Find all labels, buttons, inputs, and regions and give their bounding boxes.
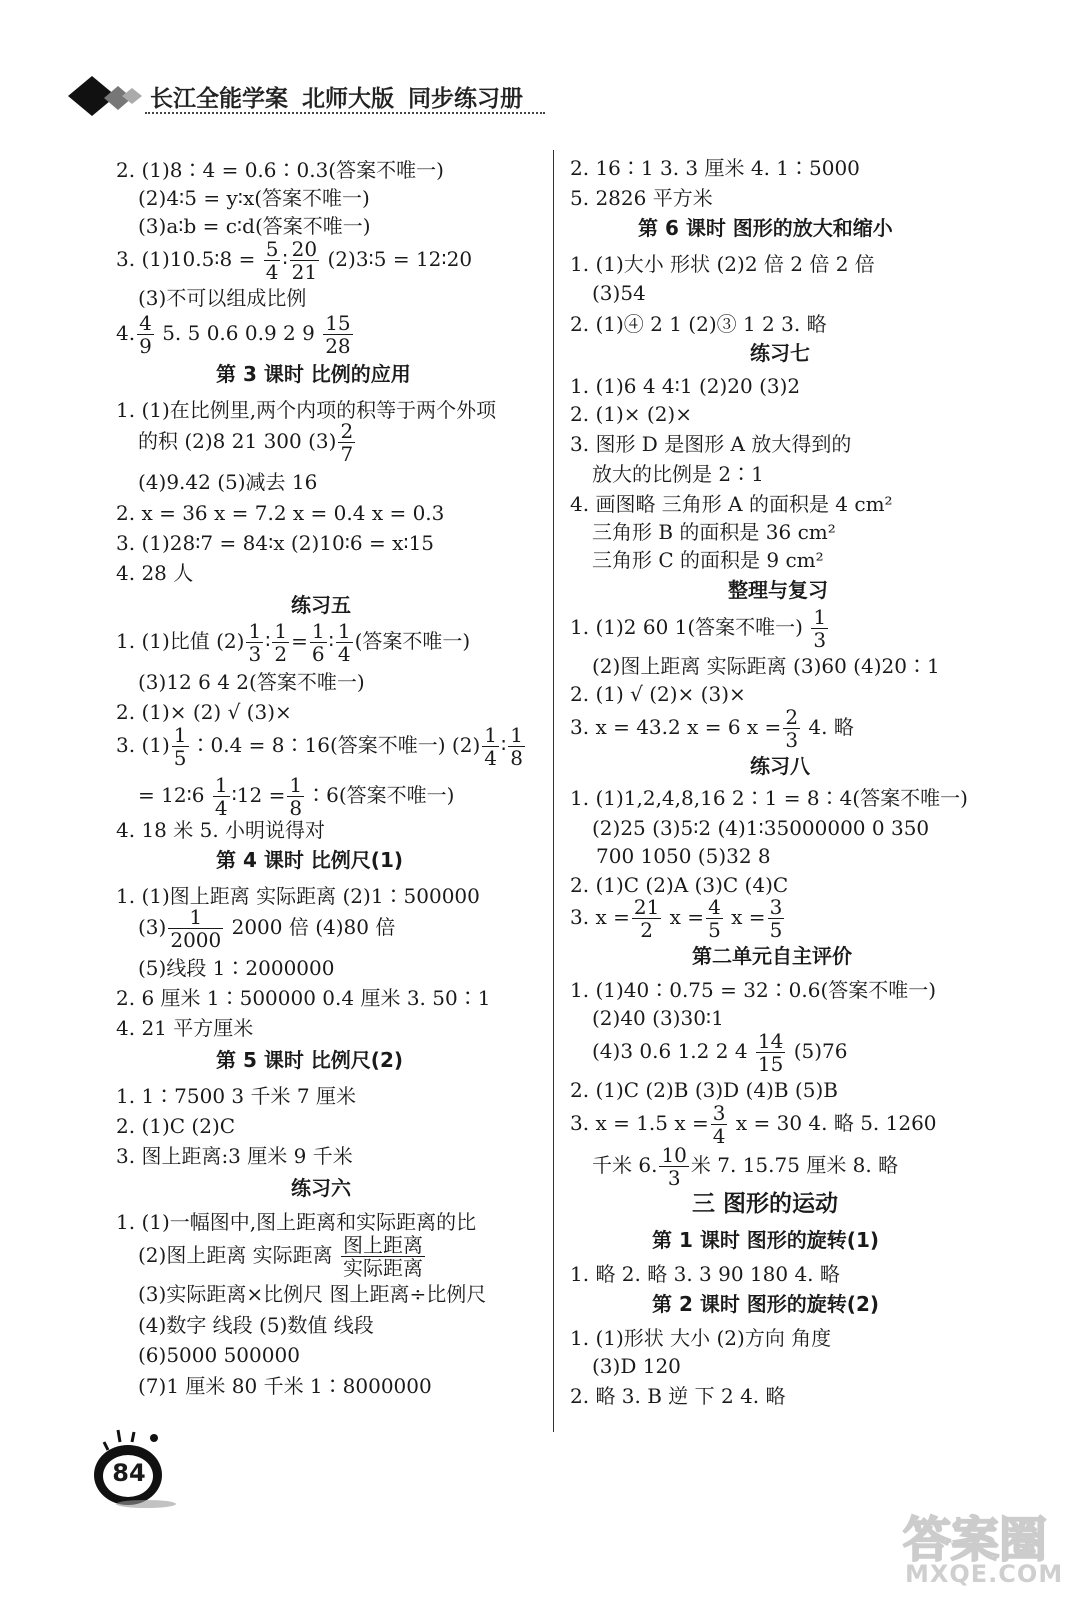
fraction xyxy=(264,238,281,283)
text: (2)3∶5 = 12∶20 xyxy=(327,247,473,271)
text: ∶ xyxy=(282,247,288,271)
answer-line: 1. (1)6 4 4∶1 (2)20 (3)2 xyxy=(570,374,801,398)
text: x = xyxy=(663,905,705,929)
fraction xyxy=(323,312,352,357)
numerator: 图上距离 xyxy=(343,1233,424,1257)
answer-line: 1. (1)形状 大小 (2)方向 角度 xyxy=(570,1326,832,1350)
answer-line: (7)1 厘米 80 千米 1∶8000000 xyxy=(138,1374,432,1398)
text: 2000 倍 (4)80 倍 xyxy=(225,915,396,939)
denominator: 8 xyxy=(510,746,523,770)
text: x = 30 4. 略 5. 1260 xyxy=(729,1111,937,1135)
fraction xyxy=(272,620,289,665)
answer-line: 1. (1)一幅图中,图上距离和实际距离的比 xyxy=(116,1210,477,1234)
answer-line: (4)数字 线段 (5)数值 线段 xyxy=(138,1313,374,1337)
answer-line: (2)25 (3)5∶2 (4)1∶35000000 0 350 xyxy=(592,816,930,840)
text: 的积 (2)8 21 300 (3) xyxy=(138,429,337,453)
answer-line: (3)54 xyxy=(592,281,646,305)
text: x = xyxy=(724,905,766,929)
answer-line: (6)5000 500000 xyxy=(138,1343,300,1367)
text: 4. xyxy=(116,321,136,345)
numerator: 2 xyxy=(785,705,799,729)
answer-line: 2. (1) √ (2)× (3)× xyxy=(570,682,746,706)
text: 3. x = 43.2 x = 6 x = xyxy=(570,715,782,739)
text: ∶6(答案不唯一) xyxy=(306,783,455,807)
text: ∶ xyxy=(265,629,271,653)
fraction xyxy=(632,896,661,941)
fraction xyxy=(287,774,304,819)
numerator: 15 xyxy=(325,311,351,335)
answer-line: 2. (1)C (2)B (3)D (4)B (5)B xyxy=(570,1078,838,1102)
text: 米 7. 15.75 厘米 8. 略 xyxy=(690,1153,899,1177)
answer-line xyxy=(116,312,355,357)
answer-line: 2. 16∶1 3. 3 厘米 4. 1∶5000 xyxy=(570,156,860,180)
text: ∶0.4 = 8∶16(答案不唯一) (2) xyxy=(190,733,481,757)
section-heading: 第 2 课时 图形的旋转(2) xyxy=(652,1292,880,1316)
fraction xyxy=(508,724,525,769)
fraction xyxy=(341,1234,425,1279)
text: (2)图上距离 实际距离 xyxy=(138,1243,333,1267)
numerator: 1 xyxy=(337,619,351,643)
answer-line xyxy=(592,1144,898,1189)
fraction xyxy=(768,896,785,941)
denominator: 4 xyxy=(265,260,279,284)
text: 3. x = 1.5 x = xyxy=(570,1111,709,1135)
numerator: 1 xyxy=(173,723,187,747)
fraction xyxy=(756,1030,785,1075)
text: 3. (1) xyxy=(116,733,170,757)
answer-line: 1. 1∶7500 3 千米 7 厘米 xyxy=(116,1084,356,1108)
denominator: 6 xyxy=(311,642,325,666)
denominator: 4 xyxy=(337,642,351,666)
section-heading: 第 5 课时 比例尺(2) xyxy=(216,1048,404,1072)
fraction xyxy=(290,238,319,283)
section-heading: 第 1 课时 图形的旋转(1) xyxy=(652,1228,880,1252)
fraction xyxy=(336,620,353,665)
fraction xyxy=(246,620,263,665)
fraction xyxy=(213,774,230,819)
answer-line: 2. (1)C (2)C xyxy=(116,1114,236,1138)
text: 3. (1)10.5∶8 = xyxy=(116,247,256,271)
numerator: 2 xyxy=(340,419,354,443)
numerator: 3 xyxy=(712,1101,726,1125)
answer-line: 4. 21 平方厘米 xyxy=(116,1016,254,1040)
page-number: 84 xyxy=(112,1459,146,1487)
section-heading: 第 4 课时 比例尺(1) xyxy=(216,848,404,872)
section-heading: 练习六 xyxy=(291,1176,351,1200)
answer-line xyxy=(138,420,357,465)
text: ∶ xyxy=(501,733,507,757)
numerator: 1 xyxy=(214,773,228,797)
section-heading: 练习五 xyxy=(291,593,351,617)
answer-line xyxy=(570,606,830,651)
answer-line: 3. 图上距离:3 厘米 9 千米 xyxy=(116,1144,353,1168)
numerator: 4 xyxy=(139,311,152,335)
denominator: 4 xyxy=(484,746,497,770)
denominator: 2000 xyxy=(170,928,222,952)
denominator: 28 xyxy=(325,334,351,358)
text: = xyxy=(291,629,308,653)
numerator: 1 xyxy=(510,723,523,747)
denominator: 5 xyxy=(173,746,187,770)
answer-line: 4. 画图略 三角形 A 的面积是 4 cm² xyxy=(570,492,893,516)
fraction xyxy=(168,906,223,951)
answer-line: 2. (1)④ 2 1 (2)③ 1 2 3. 略 xyxy=(570,312,827,336)
answer-line: 2. (1)× (2) √ (3)× xyxy=(116,700,292,724)
answer-line: (3)12 6 4 2(答案不唯一) xyxy=(138,670,365,694)
fraction xyxy=(338,420,355,465)
denominator: 9 xyxy=(139,334,152,358)
answer-line: 4. 18 米 5. 小明说得对 xyxy=(116,818,326,842)
numerator: 1 xyxy=(289,773,303,797)
answer-line xyxy=(116,724,527,769)
numerator: 1 xyxy=(484,723,497,747)
text: 1. (1)比值 (2) xyxy=(116,629,245,653)
numerator: 1 xyxy=(274,619,288,643)
numerator: 14 xyxy=(757,1029,784,1053)
text: ∶12 = xyxy=(231,783,286,807)
answer-line: 3. 图形 D 是图形 A 放大得到的 xyxy=(570,432,852,456)
fraction xyxy=(711,1102,728,1147)
text: (5)76 xyxy=(787,1039,848,1063)
diamond-logo-icon xyxy=(60,68,150,124)
answer-line: (2)图上距离 实际距离 (3)60 (4)20∶1 xyxy=(592,654,940,678)
fraction xyxy=(811,606,828,651)
fraction xyxy=(137,312,154,357)
numerator: 1 xyxy=(813,605,827,629)
answer-line: 1. (1)图上距离 实际距离 (2)1∶500000 xyxy=(116,884,480,908)
fraction xyxy=(659,1144,688,1189)
answer-line xyxy=(138,1234,427,1279)
numerator: 21 xyxy=(633,895,660,919)
denominator: 5 xyxy=(769,918,783,942)
text: 5. 5 0.6 0.9 2 9 xyxy=(162,321,315,345)
numerator: 4 xyxy=(708,895,721,919)
chapter-heading: 三 图形的运动 xyxy=(692,1191,839,1217)
text: (4)3 0.6 1.2 2 4 xyxy=(592,1039,754,1063)
section-heading: 第 6 课时 图形的放大和缩小 xyxy=(638,216,893,240)
column-divider xyxy=(553,150,554,1432)
denominator: 2 xyxy=(640,918,653,942)
answer-line: (3)D 120 xyxy=(592,1354,681,1378)
answer-line: 4. 28 人 xyxy=(116,561,194,585)
numerator: 20 xyxy=(291,237,318,261)
numerator: 3 xyxy=(769,895,783,919)
answer-line: 2. (1)× (2)× xyxy=(570,402,692,426)
denominator: 3 xyxy=(248,642,262,666)
denominator: 2 xyxy=(274,642,288,666)
answer-line: 700 1050 (5)32 8 xyxy=(596,844,771,868)
answer-line: 放大的比例是 2∶1 xyxy=(592,462,764,486)
text: (3) xyxy=(138,915,167,939)
denominator: 4 xyxy=(214,796,228,820)
answer-line: (4)9.42 (5)减去 16 xyxy=(138,470,318,494)
fraction xyxy=(783,706,800,751)
answer-line: 1. (1)40∶0.75 = 32∶0.6(答案不唯一) xyxy=(570,978,937,1002)
denominator: 21 xyxy=(291,260,318,284)
answer-line: (2)40 (3)30∶1 xyxy=(592,1006,724,1030)
answer-line: (3)实际距离×比例尺 图上距离÷比例尺 xyxy=(138,1282,487,1306)
answer-line xyxy=(138,906,395,951)
answer-line: 三角形 B 的面积是 36 cm² xyxy=(592,520,836,544)
header-title: 长江全能学案 北师大版 同步练习册 xyxy=(150,86,524,112)
answer-line xyxy=(570,896,786,941)
fraction xyxy=(706,896,723,941)
answer-line xyxy=(570,1102,937,1147)
fraction xyxy=(482,724,499,769)
answer-line xyxy=(592,1030,848,1075)
answer-line: 1. (1)大小 形状 (2)2 倍 2 倍 2 倍 xyxy=(570,252,875,276)
fraction xyxy=(172,724,189,769)
answer-line: (3)a∶b = c∶d(答案不唯一) xyxy=(138,214,371,238)
fraction xyxy=(310,620,327,665)
answer-line xyxy=(570,706,854,751)
numerator: 1 xyxy=(248,619,262,643)
text: (答案不唯一) xyxy=(354,629,471,653)
answer-line: 1. (1)1,2,4,8,16 2∶1 = 8∶4(答案不唯一) xyxy=(570,786,968,810)
section-heading: 整理与复习 xyxy=(728,578,828,602)
section-heading: 练习八 xyxy=(750,754,810,778)
answer-line: (2)4∶5 = y∶x(答案不唯一) xyxy=(138,186,370,210)
answer-line: (5)线段 1∶2000000 xyxy=(138,956,335,980)
denominator: 4 xyxy=(712,1124,726,1148)
denominator: 3 xyxy=(785,728,799,752)
answer-line: 2. x = 36 x = 7.2 x = 0.4 x = 0.3 xyxy=(116,501,445,525)
answer-line: 5. 2826 平方米 xyxy=(570,186,713,210)
answer-line xyxy=(138,774,454,819)
denominator: 15 xyxy=(757,1052,784,1076)
text: 千米 6. xyxy=(592,1153,658,1177)
text: 4. 略 xyxy=(802,715,854,739)
header-rule xyxy=(145,112,545,114)
answer-line: 1. 略 2. 略 3. 3 90 180 4. 略 xyxy=(570,1262,840,1286)
page-header xyxy=(60,68,550,124)
section-heading: 练习七 xyxy=(750,341,810,365)
answer-line: 2. (1)C (2)A (3)C (4)C xyxy=(570,873,789,897)
answer-line: 2. (1)8∶4 = 0.6∶0.3(答案不唯一) xyxy=(116,158,444,182)
denominator: 8 xyxy=(289,796,303,820)
denominator: 3 xyxy=(813,628,827,652)
answer-line: 3. (1)28∶7 = 84∶x (2)10∶6 = x∶15 xyxy=(116,531,435,555)
text: ∶ xyxy=(328,629,334,653)
denominator: 3 xyxy=(667,1166,681,1190)
denominator: 实际距离 xyxy=(343,1256,424,1280)
section-heading: 第二单元自主评价 xyxy=(692,944,852,968)
denominator: 7 xyxy=(340,442,354,466)
section-heading: 第 3 课时 比例的应用 xyxy=(216,362,411,386)
text: = 12∶6 xyxy=(138,783,211,807)
numerator: 1 xyxy=(168,906,223,929)
text: 3. x = xyxy=(570,905,630,929)
answer-line: 2. 6 厘米 1∶500000 0.4 厘米 3. 50∶1 xyxy=(116,986,491,1010)
answer-line: (3)不可以组成比例 xyxy=(138,286,307,310)
answer-line xyxy=(116,238,472,283)
answer-line: 2. 略 3. B 逆 下 2 4. 略 xyxy=(570,1384,786,1408)
watermark-brand: 答案圈 xyxy=(903,1512,1048,1568)
watermark-url: MXQE.COM xyxy=(905,1560,1064,1588)
answer-line: 三角形 C 的面积是 9 cm² xyxy=(592,548,824,572)
answer-line: 1. (1)在比例里,两个内项的积等于两个外项 xyxy=(116,398,497,422)
numerator: 1 xyxy=(311,619,325,643)
numerator: 5 xyxy=(265,237,279,261)
answer-line xyxy=(116,620,470,665)
denominator: 5 xyxy=(708,918,721,942)
numerator: 10 xyxy=(661,1143,687,1167)
text: 1. (1)2 60 1(答案不唯一) xyxy=(570,615,810,639)
